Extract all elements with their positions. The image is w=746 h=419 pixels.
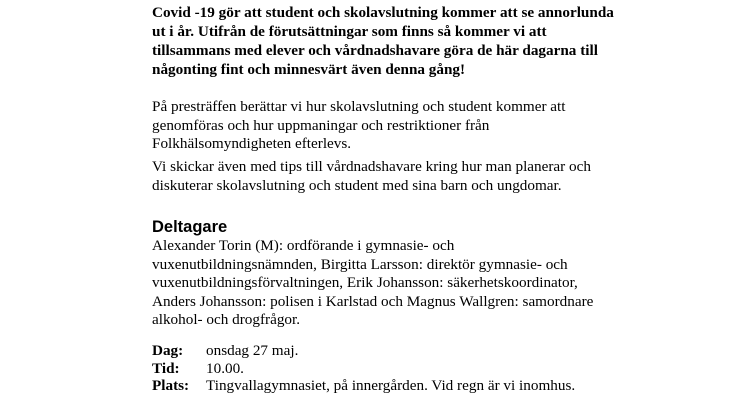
body-paragraph-2: Vi skickar även med tips till vårdnadshavare kring hur man planerar och diskuterar skolavslutning och student med sina barn och ungdomar. xyxy=(152,158,591,194)
place-label: Plats: xyxy=(152,377,190,394)
event-time-row xyxy=(152,360,622,378)
participants-text: Alexander Torin (M): ordförande i gymnasie- och vuxenutbildningsnämnden, Birgitta Larsson: direktör gymnasie- och vuxenutbildningsförvaltningen, Erik Johansson: säkerhetskoordinator, Anders Johansson: polisen i Karlstad och Magnus Wallgren: samordnare alkohol- och drogfrågor. xyxy=(152,237,594,329)
time-value: 10.00. xyxy=(206,359,244,377)
intro-bold-paragraph: Covid -19 gör att student och skolavslutning kommer att se annorlunda ut i år. Utifrån de förutsättningar som finns så kommer vi att tillsammans med elever och vårdnadshavare göra de här dagarna till någonting fint och minnesvärt även denna gång! xyxy=(152,4,614,78)
place-value: Tingvallagymnasiet, på innergården. Vid regn är vi inomhus. xyxy=(206,377,576,394)
day-label: Dag: xyxy=(152,342,184,359)
event-place-row xyxy=(152,377,622,395)
event-info xyxy=(152,342,622,395)
body-paragraph-1: På presträffen berättar vi hur skolavslutning och student kommer att genomföras och hur uppmaningar och restriktioner från Folkhälsomyndigheten efterlevs. xyxy=(152,98,566,152)
day-value: onsdag 27 maj. xyxy=(206,342,299,359)
event-day-row xyxy=(152,342,622,360)
time-label: Tid: xyxy=(152,359,180,377)
participants-heading: Deltagare xyxy=(152,218,228,236)
